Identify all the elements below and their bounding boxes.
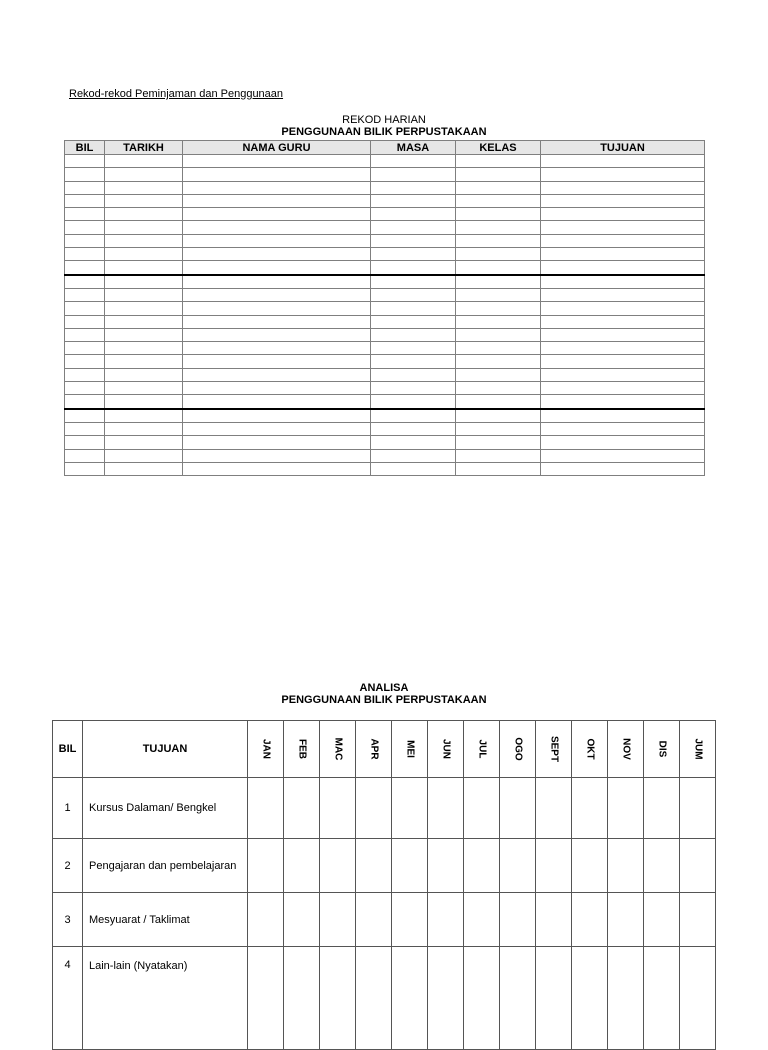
col-masa: MASA xyxy=(371,141,456,155)
col-nama-guru: NAMA GURU xyxy=(183,141,371,155)
month-header xyxy=(680,721,716,778)
month-cell[interactable] xyxy=(464,893,500,947)
table-cell[interactable] xyxy=(183,288,371,301)
daily-record-row xyxy=(65,436,705,449)
table-cell[interactable] xyxy=(183,409,371,423)
month-cell[interactable] xyxy=(572,893,608,947)
table-cell[interactable] xyxy=(105,462,183,475)
month-cell[interactable] xyxy=(392,947,428,1050)
table-cell[interactable] xyxy=(105,208,183,221)
table-cell[interactable] xyxy=(456,194,541,207)
daily-record-row xyxy=(65,288,705,301)
daily-title-line1: REKOD HARIAN xyxy=(342,114,426,126)
table-cell[interactable] xyxy=(456,288,541,301)
analysis-row xyxy=(53,947,716,1050)
month-label: OGO xyxy=(512,737,523,761)
table-cell[interactable] xyxy=(65,155,105,168)
table-cell[interactable] xyxy=(371,181,456,194)
table-cell[interactable] xyxy=(105,248,183,261)
table-cell[interactable] xyxy=(65,409,105,423)
month-cell[interactable] xyxy=(536,778,572,839)
table-cell[interactable] xyxy=(65,342,105,355)
table-cell[interactable] xyxy=(456,436,541,449)
table-cell[interactable] xyxy=(371,355,456,368)
month-cell[interactable] xyxy=(500,839,536,893)
purpose-label: Kursus Dalaman/ Bengkel xyxy=(83,778,248,839)
daily-record-body xyxy=(65,155,705,476)
month-label: NOV xyxy=(620,738,631,760)
table-cell[interactable] xyxy=(371,302,456,315)
table-cell[interactable] xyxy=(65,181,105,194)
table-cell[interactable] xyxy=(65,462,105,475)
col-kelas: KELAS xyxy=(456,141,541,155)
table-cell[interactable] xyxy=(456,449,541,462)
table-cell[interactable] xyxy=(541,368,705,381)
month-cell[interactable] xyxy=(248,893,284,947)
table-cell[interactable] xyxy=(456,422,541,435)
table-cell[interactable] xyxy=(456,261,541,275)
month-label: JUL xyxy=(476,739,487,759)
month-cell[interactable] xyxy=(284,778,320,839)
col-tujuan: TUJUAN xyxy=(541,141,705,155)
table-cell[interactable] xyxy=(183,395,371,409)
month-cell[interactable] xyxy=(284,839,320,893)
col-tujuan: TUJUAN xyxy=(83,721,248,778)
table-cell[interactable] xyxy=(541,234,705,247)
month-label: OKT xyxy=(584,738,595,760)
table-cell[interactable] xyxy=(371,275,456,289)
table-cell[interactable] xyxy=(105,261,183,275)
table-cell[interactable] xyxy=(183,436,371,449)
table-cell[interactable] xyxy=(541,221,705,234)
table-cell[interactable] xyxy=(183,275,371,289)
table-cell[interactable] xyxy=(371,261,456,275)
analysis-row xyxy=(53,893,716,947)
daily-record-row xyxy=(65,368,705,381)
table-cell[interactable] xyxy=(65,382,105,395)
table-cell[interactable] xyxy=(105,355,183,368)
table-cell[interactable] xyxy=(183,208,371,221)
table-cell[interactable] xyxy=(541,409,705,423)
table-cell[interactable] xyxy=(541,275,705,289)
daily-record-row xyxy=(65,221,705,234)
daily-record-row xyxy=(65,302,705,315)
month-cell[interactable] xyxy=(356,893,392,947)
table-cell[interactable] xyxy=(456,155,541,168)
table-cell[interactable] xyxy=(65,355,105,368)
daily-record-row xyxy=(65,355,705,368)
daily-record-row xyxy=(65,315,705,328)
month-cell[interactable] xyxy=(644,947,680,1050)
table-cell[interactable] xyxy=(183,155,371,168)
table-cell[interactable] xyxy=(541,395,705,409)
month-header xyxy=(644,721,680,778)
table-cell[interactable] xyxy=(371,194,456,207)
month-cell[interactable] xyxy=(320,778,356,839)
month-label: MAC xyxy=(332,737,343,761)
table-cell[interactable] xyxy=(371,409,456,423)
table-cell[interactable] xyxy=(105,288,183,301)
table-cell[interactable] xyxy=(541,342,705,355)
month-cell[interactable] xyxy=(392,839,428,893)
table-cell[interactable] xyxy=(371,288,456,301)
table-cell[interactable] xyxy=(541,168,705,181)
month-header xyxy=(608,721,644,778)
table-cell[interactable] xyxy=(105,342,183,355)
table-cell[interactable] xyxy=(105,328,183,341)
daily-record-row xyxy=(65,342,705,355)
month-cell[interactable] xyxy=(464,947,500,1050)
table-cell[interactable] xyxy=(65,422,105,435)
table-cell[interactable] xyxy=(456,355,541,368)
daily-record-row xyxy=(65,208,705,221)
month-header xyxy=(248,721,284,778)
analysis-row xyxy=(53,839,716,893)
analysis-body xyxy=(53,778,716,1050)
table-cell[interactable] xyxy=(65,328,105,341)
table-cell[interactable] xyxy=(371,395,456,409)
month-cell[interactable] xyxy=(356,778,392,839)
month-header xyxy=(572,721,608,778)
month-header xyxy=(320,721,356,778)
table-cell[interactable] xyxy=(105,168,183,181)
table-cell[interactable] xyxy=(541,194,705,207)
month-cell[interactable] xyxy=(428,778,464,839)
table-cell[interactable] xyxy=(105,194,183,207)
month-cell[interactable] xyxy=(428,947,464,1050)
table-cell[interactable] xyxy=(65,234,105,247)
table-cell[interactable] xyxy=(105,181,183,194)
table-cell[interactable] xyxy=(456,234,541,247)
month-label: MEI xyxy=(404,740,415,758)
daily-record-row xyxy=(65,248,705,261)
table-cell[interactable] xyxy=(105,302,183,315)
daily-record-row xyxy=(65,275,705,289)
table-cell[interactable] xyxy=(105,221,183,234)
month-header xyxy=(500,721,536,778)
daily-record-row xyxy=(65,194,705,207)
table-cell[interactable] xyxy=(541,355,705,368)
table-cell[interactable] xyxy=(541,208,705,221)
daily-header-row xyxy=(65,141,705,155)
analysis-title xyxy=(64,682,704,706)
table-cell[interactable] xyxy=(371,382,456,395)
table-cell[interactable] xyxy=(183,261,371,275)
month-cell[interactable] xyxy=(500,778,536,839)
table-cell[interactable] xyxy=(541,315,705,328)
table-cell[interactable] xyxy=(456,328,541,341)
table-cell[interactable] xyxy=(183,382,371,395)
month-cell[interactable] xyxy=(500,947,536,1050)
month-cell[interactable] xyxy=(428,839,464,893)
table-cell[interactable] xyxy=(105,368,183,381)
table-cell[interactable] xyxy=(183,449,371,462)
purpose-label: Mesyuarat / Taklimat xyxy=(83,893,248,947)
table-cell[interactable] xyxy=(371,208,456,221)
table-cell[interactable] xyxy=(371,422,456,435)
table-cell[interactable] xyxy=(541,449,705,462)
month-cell[interactable] xyxy=(248,839,284,893)
daily-record-row xyxy=(65,395,705,409)
month-cell[interactable] xyxy=(320,947,356,1050)
month-cell[interactable] xyxy=(680,839,716,893)
col-bil: BIL xyxy=(53,721,83,778)
daily-record-row xyxy=(65,382,705,395)
table-cell[interactable] xyxy=(456,462,541,475)
table-cell[interactable] xyxy=(183,194,371,207)
daily-record-title xyxy=(64,114,704,138)
table-cell[interactable] xyxy=(456,382,541,395)
table-cell[interactable] xyxy=(371,328,456,341)
daily-record-row xyxy=(65,328,705,341)
table-cell[interactable] xyxy=(371,221,456,234)
month-cell[interactable] xyxy=(464,778,500,839)
table-cell[interactable] xyxy=(456,315,541,328)
daily-title-line2: PENGGUNAAN BILIK PERPUSTAKAAN xyxy=(281,126,487,138)
table-cell[interactable] xyxy=(65,194,105,207)
month-header xyxy=(464,721,500,778)
month-cell[interactable] xyxy=(320,839,356,893)
month-cell[interactable] xyxy=(536,839,572,893)
month-cell[interactable] xyxy=(500,893,536,947)
table-cell[interactable] xyxy=(183,355,371,368)
month-cell[interactable] xyxy=(608,893,644,947)
daily-record-row xyxy=(65,409,705,423)
month-cell[interactable] xyxy=(392,778,428,839)
month-cell[interactable] xyxy=(248,778,284,839)
table-cell[interactable] xyxy=(65,368,105,381)
month-cell[interactable] xyxy=(284,893,320,947)
month-cell[interactable] xyxy=(320,893,356,947)
month-header xyxy=(392,721,428,778)
col-tarikh: TARIKH xyxy=(105,141,183,155)
month-cell[interactable] xyxy=(572,778,608,839)
month-header xyxy=(536,721,572,778)
table-cell[interactable] xyxy=(65,449,105,462)
daily-record-row xyxy=(65,449,705,462)
month-cell[interactable] xyxy=(356,947,392,1050)
table-cell[interactable] xyxy=(183,168,371,181)
month-cell[interactable] xyxy=(356,839,392,893)
table-cell[interactable] xyxy=(183,368,371,381)
table-cell[interactable] xyxy=(105,409,183,423)
daily-record-row xyxy=(65,168,705,181)
table-cell[interactable] xyxy=(183,221,371,234)
table-cell[interactable] xyxy=(65,275,105,289)
row-number: 2 xyxy=(53,839,83,893)
daily-record-row xyxy=(65,234,705,247)
daily-record-row xyxy=(65,462,705,475)
table-cell[interactable] xyxy=(65,248,105,261)
table-cell[interactable] xyxy=(371,368,456,381)
table-cell[interactable] xyxy=(105,449,183,462)
month-label: DIS xyxy=(656,740,667,758)
daily-record-row xyxy=(65,261,705,275)
month-cell[interactable] xyxy=(392,893,428,947)
month-cell[interactable] xyxy=(608,947,644,1050)
analysis-row xyxy=(53,778,716,839)
table-cell[interactable] xyxy=(541,328,705,341)
row-number: 3 xyxy=(53,893,83,947)
table-cell[interactable] xyxy=(371,315,456,328)
table-cell[interactable] xyxy=(65,168,105,181)
table-cell[interactable] xyxy=(541,422,705,435)
table-cell[interactable] xyxy=(105,155,183,168)
table-cell[interactable] xyxy=(65,208,105,221)
table-cell[interactable] xyxy=(541,248,705,261)
table-cell[interactable] xyxy=(456,409,541,423)
table-cell[interactable] xyxy=(105,382,183,395)
table-cell[interactable] xyxy=(183,422,371,435)
month-cell[interactable] xyxy=(248,947,284,1050)
table-cell[interactable] xyxy=(371,155,456,168)
table-cell[interactable] xyxy=(65,395,105,409)
table-cell[interactable] xyxy=(105,422,183,435)
table-cell[interactable] xyxy=(183,302,371,315)
analysis-title-line2: PENGGUNAAN BILIK PERPUSTAKAAN xyxy=(281,694,487,706)
table-cell[interactable] xyxy=(541,436,705,449)
month-cell[interactable] xyxy=(284,947,320,1050)
table-cell[interactable] xyxy=(65,261,105,275)
month-cell[interactable] xyxy=(644,839,680,893)
table-cell[interactable] xyxy=(105,395,183,409)
table-cell[interactable] xyxy=(105,275,183,289)
table-cell[interactable] xyxy=(183,328,371,341)
month-cell[interactable] xyxy=(680,778,716,839)
analysis-title-line1: ANALISA xyxy=(359,682,409,694)
col-bil: BIL xyxy=(65,141,105,155)
month-cell[interactable] xyxy=(644,778,680,839)
table-cell[interactable] xyxy=(105,436,183,449)
month-cell[interactable] xyxy=(536,947,572,1050)
table-cell[interactable] xyxy=(541,382,705,395)
table-cell[interactable] xyxy=(371,234,456,247)
table-cell[interactable] xyxy=(456,368,541,381)
month-header xyxy=(356,721,392,778)
month-cell[interactable] xyxy=(536,893,572,947)
table-cell[interactable] xyxy=(456,275,541,289)
analysis-header-row xyxy=(53,721,716,778)
table-cell[interactable] xyxy=(183,234,371,247)
table-cell[interactable] xyxy=(183,462,371,475)
daily-record-row xyxy=(65,181,705,194)
table-cell[interactable] xyxy=(456,221,541,234)
table-cell[interactable] xyxy=(65,302,105,315)
table-cell[interactable] xyxy=(65,288,105,301)
month-cell[interactable] xyxy=(644,893,680,947)
document-heading: Rekod-rekod Peminjaman dan Penggunaan xyxy=(69,88,284,100)
table-cell[interactable] xyxy=(183,315,371,328)
month-label: JUN xyxy=(440,738,451,760)
purpose-label: Pengajaran dan pembelajaran xyxy=(83,839,248,893)
month-cell[interactable] xyxy=(428,893,464,947)
month-header xyxy=(284,721,320,778)
table-cell[interactable] xyxy=(183,181,371,194)
month-label: JUM xyxy=(692,738,703,760)
table-cell[interactable] xyxy=(105,315,183,328)
table-cell[interactable] xyxy=(456,302,541,315)
row-number: 4 xyxy=(53,947,83,1050)
table-cell[interactable] xyxy=(371,449,456,462)
table-cell[interactable] xyxy=(371,436,456,449)
month-label: JAN xyxy=(260,738,271,760)
table-cell[interactable] xyxy=(371,168,456,181)
table-cell[interactable] xyxy=(456,248,541,261)
table-cell[interactable] xyxy=(541,462,705,475)
table-cell[interactable] xyxy=(456,342,541,355)
table-cell[interactable] xyxy=(456,208,541,221)
table-cell[interactable] xyxy=(456,181,541,194)
month-cell[interactable] xyxy=(464,839,500,893)
daily-record-row xyxy=(65,155,705,168)
table-cell[interactable] xyxy=(183,248,371,261)
table-cell[interactable] xyxy=(371,462,456,475)
month-cell[interactable] xyxy=(608,839,644,893)
month-cell[interactable] xyxy=(572,947,608,1050)
table-cell[interactable] xyxy=(456,395,541,409)
month-label: FEB xyxy=(296,739,307,759)
table-cell[interactable] xyxy=(541,261,705,275)
table-cell[interactable] xyxy=(541,155,705,168)
month-header xyxy=(428,721,464,778)
table-cell[interactable] xyxy=(65,315,105,328)
month-label: APR xyxy=(368,738,379,760)
row-number: 1 xyxy=(53,778,83,839)
month-cell[interactable] xyxy=(680,893,716,947)
table-cell[interactable] xyxy=(541,302,705,315)
month-cell[interactable] xyxy=(608,778,644,839)
table-cell[interactable] xyxy=(371,342,456,355)
daily-record-table xyxy=(64,140,705,476)
month-label: SEPT xyxy=(548,735,559,763)
table-cell[interactable] xyxy=(541,181,705,194)
daily-record-row xyxy=(65,422,705,435)
purpose-label: Lain-lain (Nyatakan) xyxy=(83,947,248,1050)
table-cell[interactable] xyxy=(65,436,105,449)
table-cell[interactable] xyxy=(371,248,456,261)
table-cell[interactable] xyxy=(183,342,371,355)
table-cell[interactable] xyxy=(541,288,705,301)
table-cell[interactable] xyxy=(105,234,183,247)
table-cell[interactable] xyxy=(65,221,105,234)
month-cell[interactable] xyxy=(572,839,608,893)
table-cell[interactable] xyxy=(456,168,541,181)
month-cell[interactable] xyxy=(680,947,716,1050)
analysis-table xyxy=(52,720,716,1050)
